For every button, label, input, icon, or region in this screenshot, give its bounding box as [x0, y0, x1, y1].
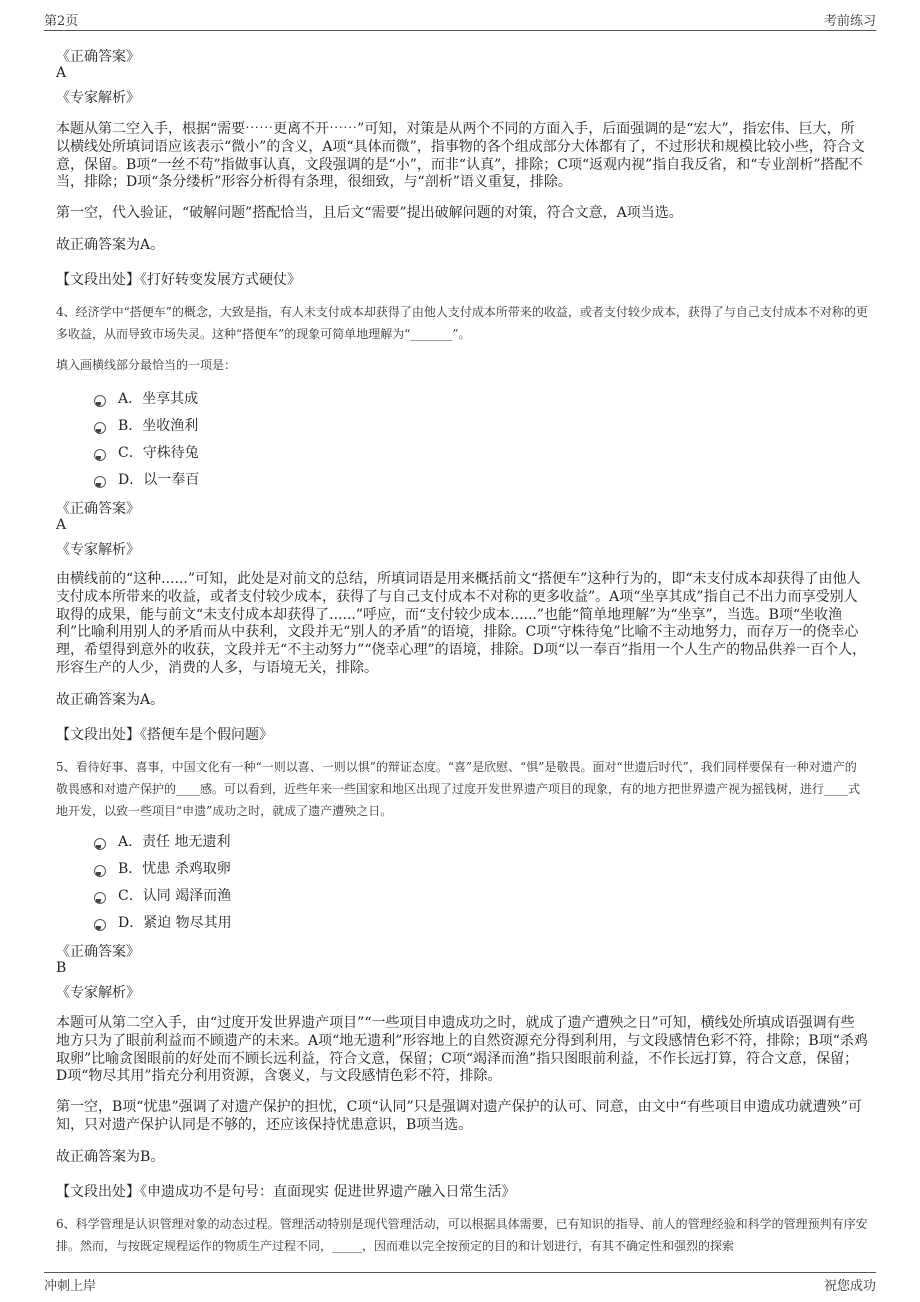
correct-answer-label: 《正确答案》: [56, 501, 140, 517]
source-citation: 【文段出处】《申遗成功不是句号：直面现实 促进世界遗产融入日常生活》: [56, 1184, 516, 1200]
correct-answer-label: 《正确答案》: [56, 49, 140, 65]
radio-icon[interactable]: [94, 892, 106, 904]
analysis-paragraph: 本题可从第二空入手，由“过度开发世界遗产项目”“一些项目申遗成功之时，就成了遗产遭殃之日”可知，横线处所填成语强调有些地方只为了眼前利益而不顾遗产的未来。A项“地无遗利”形容地上的自然资源充分得到利用，与文段感情色彩不符，排除；B项“杀鸡取卵”比喻贪图眼前的好处而不顾长远利益，符合文意，保留；C项“竭泽而渔”指只图眼前利益，不作长远打算，符合文意，保留；D项“物尽其用”指充分利用资源，含褒义，与文段感情色彩不符，排除。: [56, 1015, 868, 1085]
header-title: 考前练习: [823, 13, 876, 29]
question-4-text: 4、经济学中“搭便车”的概念，大致是指，有人未支付成本却获得了由他人支付成本所带来的收益，或者支付较少成本，获得了与自己支付成本不对称的更多收益，从而导致市场失灵。这种“搭便车”的现象可简单地理解为“_______”。: [56, 305, 868, 341]
option-a[interactable]: [94, 831, 231, 851]
analysis-label: 《专家解析》: [56, 90, 140, 106]
option-label: B．忧患 杀鸡取卵: [118, 861, 231, 877]
radio-icon[interactable]: [94, 449, 106, 461]
analysis-conclusion: 故正确答案为A。: [56, 237, 165, 253]
option-label: C．守株待兔: [118, 445, 199, 461]
correct-answer-value: A: [56, 517, 67, 533]
correct-answer-label: 《正确答案》: [56, 944, 140, 960]
correct-answer-value: A: [56, 65, 67, 81]
option-label: B．坐收渔利: [118, 418, 199, 434]
correct-answer-value: B: [56, 960, 67, 976]
footer-left: 冲刺上岸: [44, 1278, 97, 1294]
analysis-paragraph: 本题从第二空入手，根据“需要⋯⋯更离不开⋯⋯”可知，对策是从两个不同的方面入手，后面强调的是“宏大”，指宏伟、巨大，所以横线处所填词语应该表示“微小”的含义，A项“具体而微”，指事物的各个组成部分大体都有了，不过形状和规模比较小些，符合文意，保留。B项“一丝不苟”指做事认真，文段强调的是“小”，而非“认真”，排除；C项“返观内视”指自我反省，和“专业剖析”搭配不当，排除；D项“条分缕析”形容分析得有条理，很细致，与“剖析”语义重复，排除。: [56, 121, 865, 191]
analysis-label: 《专家解析》: [56, 985, 140, 1001]
question-4-prompt: 填入画横线部分最恰当的一项是：: [56, 358, 237, 372]
page-footer: [44, 1272, 876, 1295]
option-label: A．责任 地无遗利: [118, 834, 231, 850]
analysis-label: 《专家解析》: [56, 542, 140, 558]
option-label: C．认同 竭泽而渔: [118, 888, 232, 904]
radio-icon[interactable]: [94, 919, 106, 931]
option-label: A．坐享其成: [118, 391, 199, 407]
analysis-paragraph: 第一空，代入验证，“破解问题”搭配恰当，且后文“需要”提出破解问题的对策，符合文意，A项当选。: [56, 205, 683, 221]
question-6-text: 6、科学管理是认识管理对象的动态过程。管理活动特别是现代管理活动，可以根据具体需要，已有知识的指导、前人的管理经验和科学的管理预判有序安排。然而，与按既定规程运作的物质生产过程不同，_____，因而难以完全按预定的目的和计划进行，有其不确定性和强烈的探索: [56, 1217, 868, 1253]
analysis-paragraph: 第一空，B项“忧患”强调了对遗产保护的担忧，C项“认同”只是强调对遗产保护的认可、同意，由文中“有些项目申遗成功就遭殃”可知，只对遗产保护认同是不够的，还应该保持忧患意识，B项当选。: [56, 1099, 862, 1133]
option-b[interactable]: [94, 858, 231, 878]
page-header: [44, 8, 876, 31]
option-c[interactable]: [94, 885, 231, 905]
option-b[interactable]: [94, 415, 198, 435]
radio-icon[interactable]: [94, 422, 106, 434]
source-citation: 【文段出处】《打好转变发展方式硬仗》: [56, 272, 301, 288]
option-c[interactable]: [94, 442, 199, 462]
radio-icon[interactable]: [94, 838, 106, 850]
source-citation: 【文段出处】《搭便车是个假问题》: [56, 727, 273, 743]
option-a[interactable]: [94, 388, 198, 408]
analysis-paragraph: 由横线前的“这种......”可知，此处是对前文的总结，所填词语是用来概括前文“搭便车”这种行为的，即“未支付成本却获得了由他人支付成本所带来的收益，或者支付较少成本，获得了与自己支付成本不对称的更多收益”。A项“坐享其成”指自己不出力而享受别人取得的成果，能与前文“未支付成本却获得了......”呼应，而“支付较少成本......”也能“简单地理解”为“坐享”，当选。B项“坐收渔利”比喻利用别人的矛盾而从中获利，文段并无“别人的矛盾”的语境，排除。C项“守株待兔”比喻不主动地努力，而存万一的侥幸心理，希望得到意外的收获，文段并无“不主动努力”“侥幸心理”的语境，排除。D项“以一奉百”指用一个人生产的物品供养一百个人，形容生产的人少，消费的人多，与语境无关，排除。: [56, 571, 867, 676]
radio-icon[interactable]: [94, 865, 106, 877]
page-number: 第2页: [44, 13, 79, 29]
radio-icon[interactable]: [94, 395, 106, 407]
option-d[interactable]: [94, 912, 232, 932]
option-label: D．紧迫 物尽其用: [118, 915, 232, 931]
option-d[interactable]: [94, 469, 199, 489]
radio-icon[interactable]: [94, 476, 106, 488]
analysis-conclusion: 故正确答案为A。: [56, 692, 165, 708]
footer-right: 祝您成功: [823, 1278, 876, 1294]
question-5-text: 5、看待好事、喜事，中国文化有一种“一则以喜、一则以惧”的辩证态度。“喜”是欣慰、“惧”是敬畏。面对“世遗后时代”，我们同样要保有一种对遗产的敬畏感和对遗产保护的____感。可以看到，近些年来一些国家和地区出现了过度开发世界遗产项目的现象，有的地方把世界遗产视为摇钱树，进行____式地开发，以致一些项目“申遗”成功之时，就成了遗产遭殃之日。: [56, 760, 861, 818]
option-label: D．以一奉百: [118, 472, 200, 488]
analysis-conclusion: 故正确答案为B。: [56, 1149, 165, 1165]
